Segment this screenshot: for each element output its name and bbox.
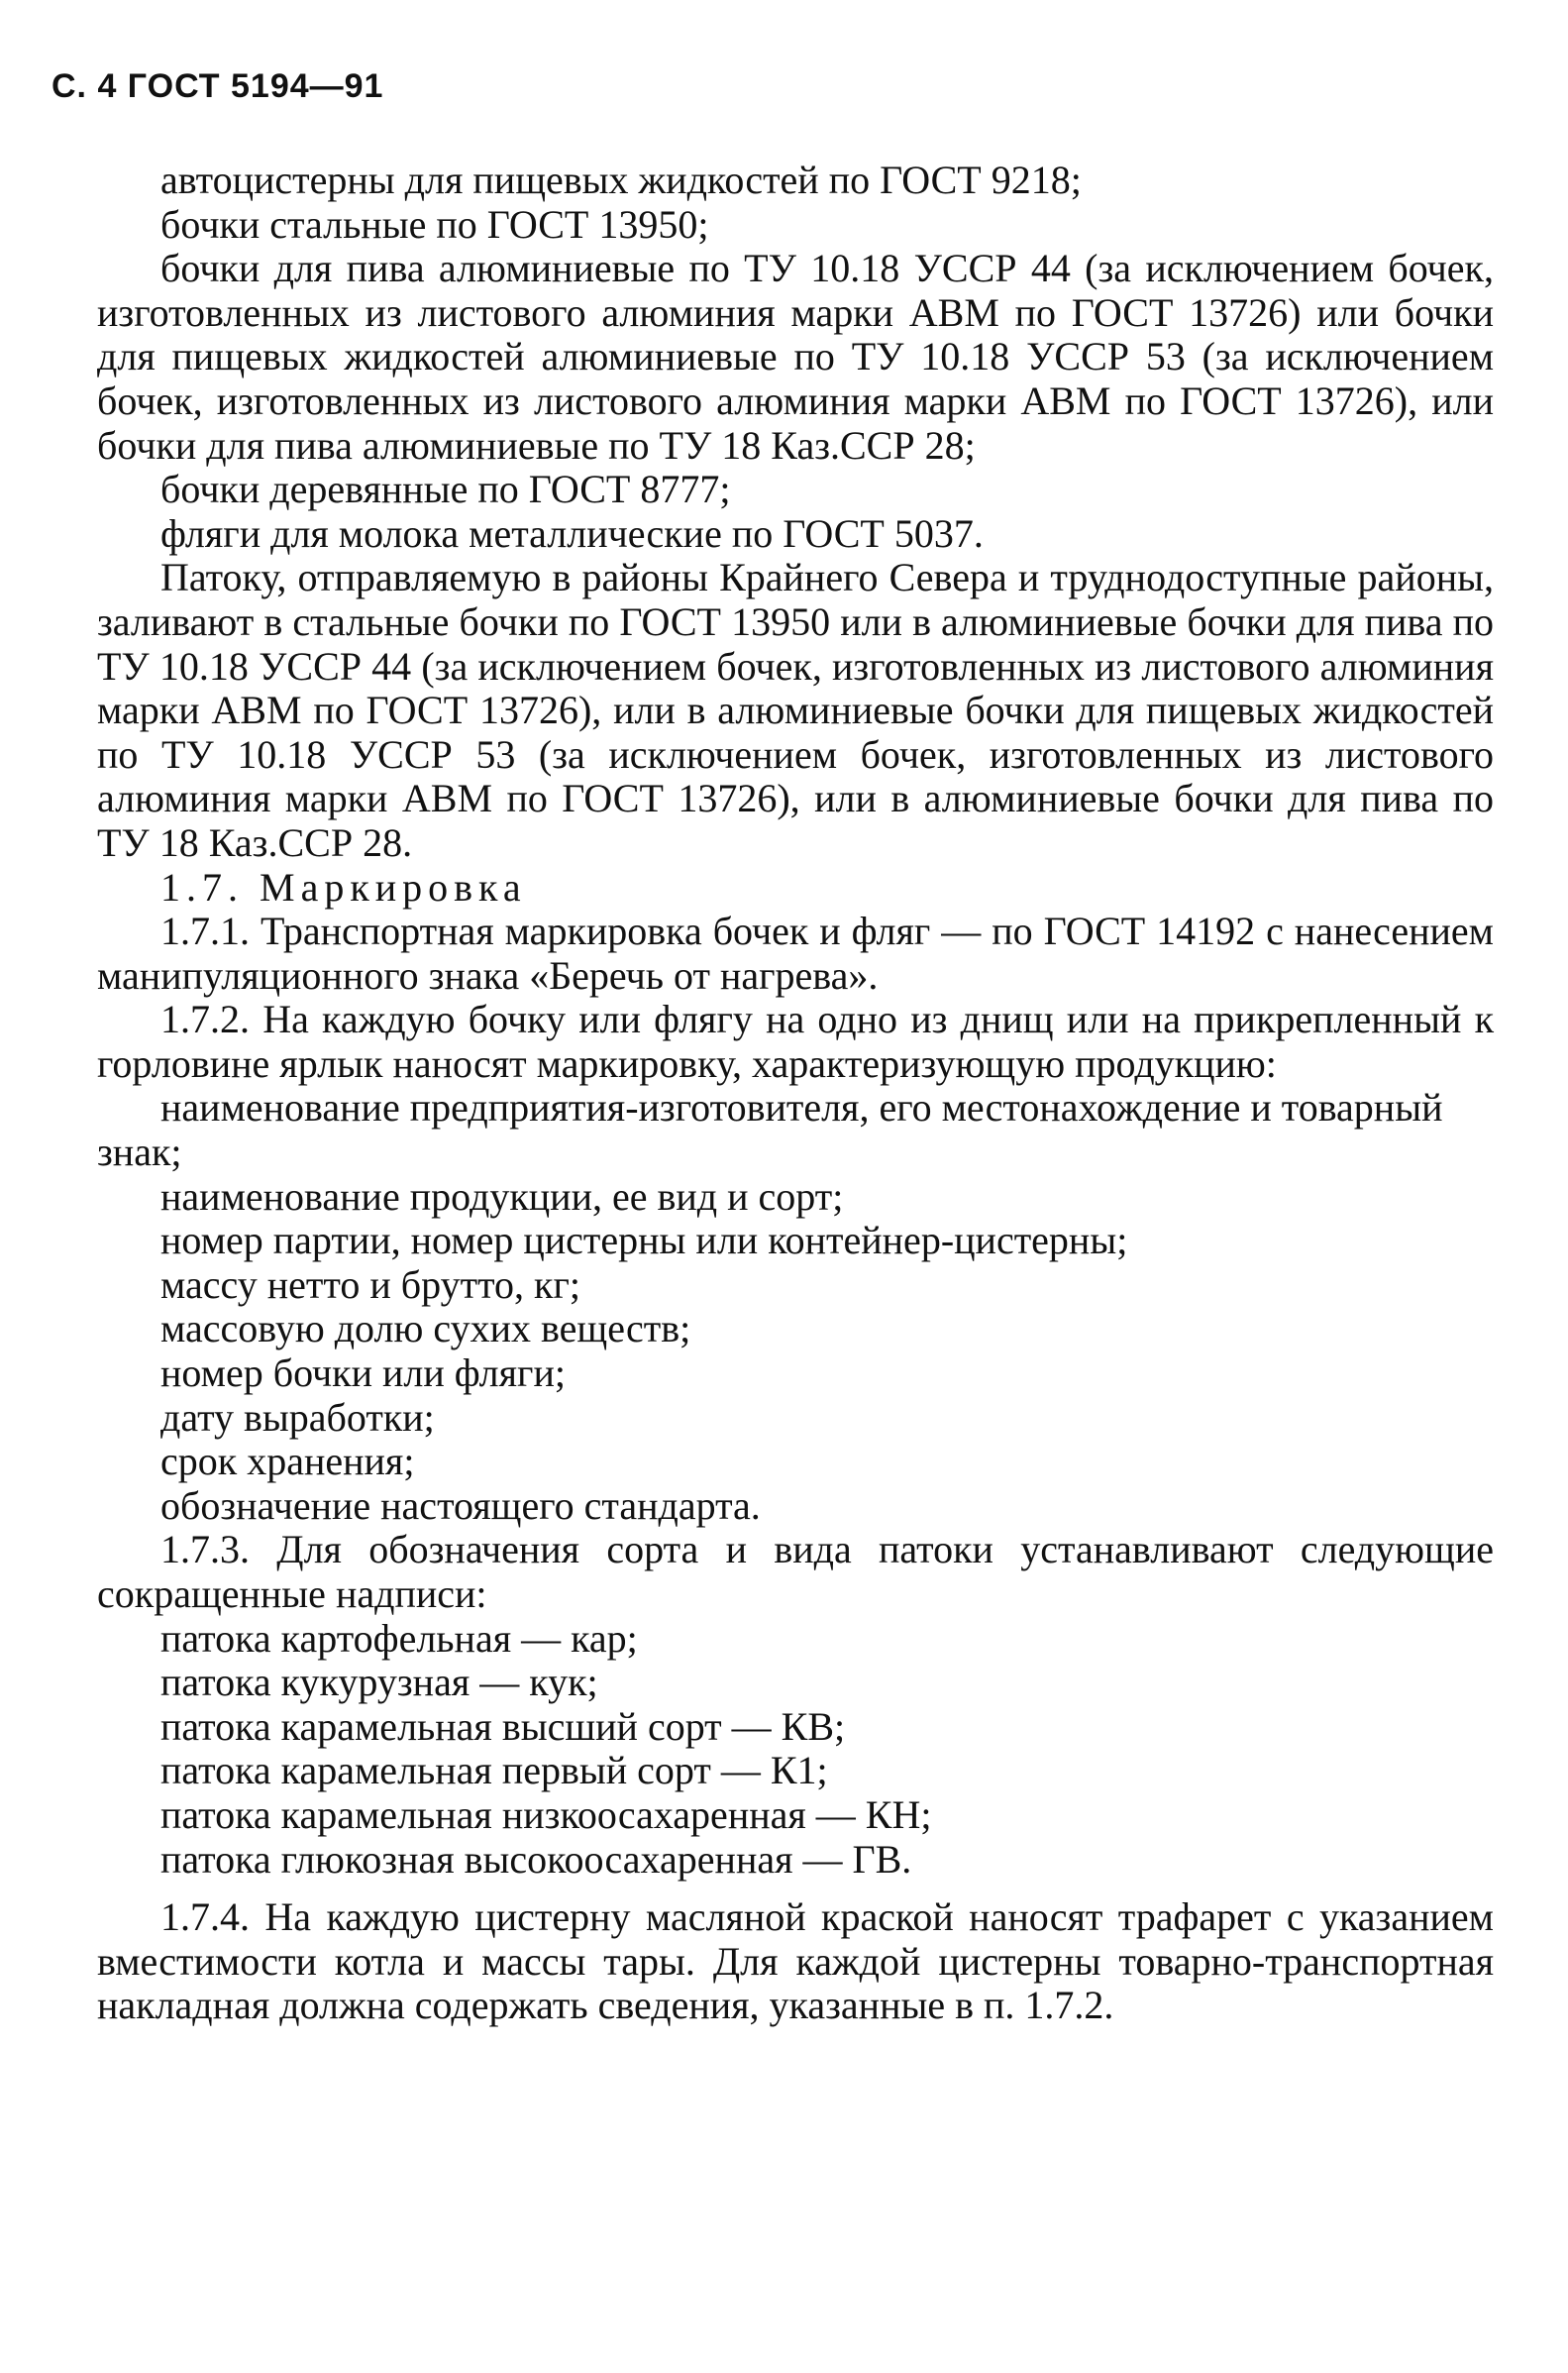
list-item: номер бочки или фляги; <box>160 1350 566 1396</box>
list-item: патока кукурузная — кук; <box>160 1660 598 1705</box>
list-item: бочки стальные по ГОСТ 13950; <box>160 201 709 247</box>
list-item: патока картофельная — кар; <box>160 1615 638 1661</box>
list-item: наименование продукции, ее вид и сорт; <box>160 1173 844 1219</box>
list-item: бочки для пива алюминиевые по ТУ 10.18 УССР 44 (за исключением бочек, изготовленных из листового алюминия марки АВМ по ГОСТ 13726) или бочки для пищевых жидкостей алюминиевые по ТУ 10.18 УССР 53 (за исключением бочек, изготовленных из листового алюминия марки АВМ по ГОСТ 13726), или бочки для пива алюминиевые по ТУ 18 Каз.ССР 28; <box>97 246 1494 468</box>
list-item: автоцистерны для пищевых жидкостей по ГОСТ 9218; <box>160 158 1082 202</box>
paragraph-1-7-4: 1.7.4. На каждую цистерну масляной краской наносят трафарет с указанием вместимости котла и массы тары. Для каждой цистерны товарно-транспортная накладная должна содержать сведения, указанные в п. 1.7.2. <box>97 1894 1494 2028</box>
list-item: обозначение настоящего стандарта. <box>160 1482 761 1528</box>
section-title: 1.7. Маркировка <box>160 864 527 910</box>
list-item: номер партии, номер цистерны или контейнер-цистерны; <box>160 1218 1128 1263</box>
list-item: дату выработки; <box>160 1394 435 1440</box>
list-item: патока глюкозная высокоосахаренная — ГВ. <box>160 1836 912 1882</box>
list-item: массу нетто и брутто, кг; <box>160 1261 580 1307</box>
paragraph-1-7-1: 1.7.1. Транспортная маркировка бочек и фляг — по ГОСТ 14192 с нанесением манипуляционного знака «Беречь от нагрева». <box>97 909 1494 998</box>
paragraph-1-7-2: 1.7.2. На каждую бочку или флягу на одно из днищ или на прикрепленный к горловине ярлык наносят маркировку, характеризующую продукцию: <box>97 997 1494 1086</box>
list-item: патока карамельная низкоосахаренная — КН; <box>160 1791 932 1837</box>
document-body <box>97 159 1494 2028</box>
list-item: массовую долю сухих веществ; <box>160 1306 691 1351</box>
page-header: С. 4 ГОСТ 5194—91 <box>52 67 384 105</box>
list-item: бочки деревянные по ГОСТ 8777; <box>160 467 731 512</box>
paragraph-1-7-3: 1.7.3. Для обозначения сорта и вида патоки устанавливают следующие сокращенные надписи: <box>97 1527 1494 1616</box>
list-item: наименование предприятия-изготовителя, его местонахождение и товарный знак; <box>97 1085 1443 1175</box>
list-item: патока карамельная первый сорт — К1; <box>160 1748 828 1793</box>
list-item: фляги для молока металлические по ГОСТ 5037. <box>160 510 984 556</box>
list-item: патока карамельная высший сорт — КВ; <box>160 1703 846 1749</box>
paragraph-north: Патоку, отправляемую в районы Крайнего Севера и труднодоступные районы, заливают в стальные бочки по ГОСТ 13950 или в алюминиевые бочки для пива по ТУ 10.18 УССР 44 (за исключением бочек, изготовленных из листового алюминия марки АВМ по ГОСТ 13726), или в алюминиевые бочки для пищевых жидкостей по ТУ 10.18 УССР 53 (за исключением бочек, изготовленных из листового алюминия марки АВМ по ГОСТ 13726), или в алюминиевые бочки для пива по ТУ 18 Каз.ССР 28. <box>97 555 1494 865</box>
list-item: срок хранения; <box>160 1439 415 1484</box>
